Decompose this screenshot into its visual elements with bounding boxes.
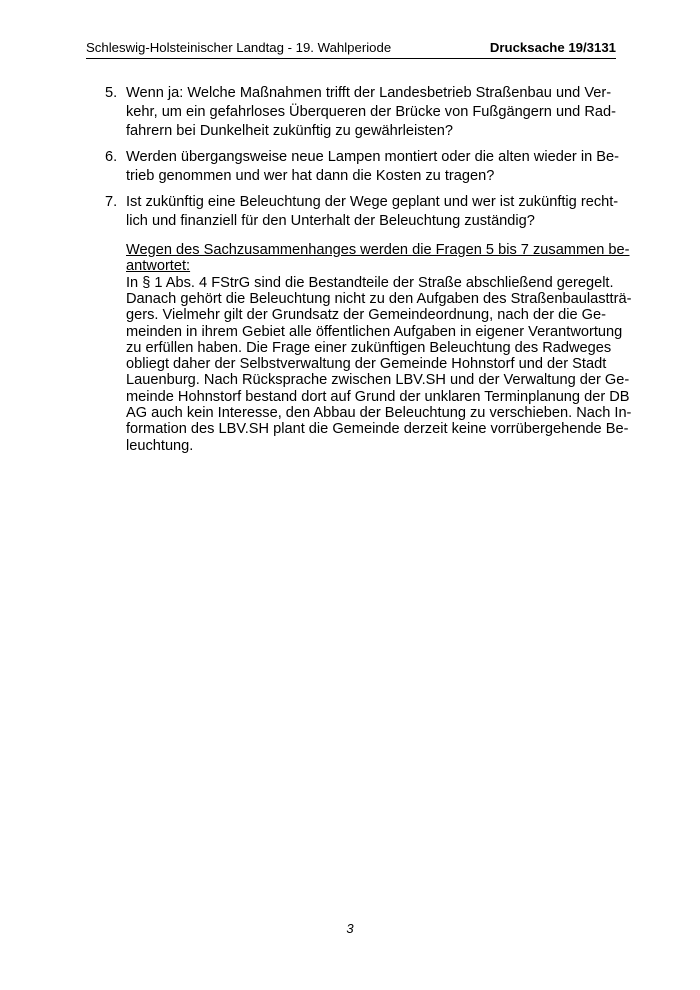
question-line: Werden übergangsweise neue Lampen montiert oder die alten wieder in Be-: [126, 149, 619, 165]
answer-line: obliegt daher der Selbstverwaltung der Gemeinde Hohnstorf und der Stadt: [126, 356, 607, 373]
answer-line: meinde Hohnstorf bestand dort auf Grund der unklaren Terminplanung der DB: [126, 388, 630, 405]
question-line: lich und finanziell für den Unterhalt der Beleuchtung zuständig?: [126, 213, 535, 229]
answer-line: In § 1 Abs. 4 FStrG sind die Bestandteile der Straße abschließend geregelt.: [126, 274, 614, 291]
header-parliament-title: Schleswig-Holsteinischer Landtag - 19. Wahlperiode: [86, 40, 392, 55]
answer-line: Danach gehört die Beleuchtung nicht zu den Aufgaben des Straßenbaulastträ-: [126, 290, 632, 307]
header-document-number: Drucksache 19/3131: [489, 40, 616, 55]
question-number: 5.: [105, 85, 118, 101]
question-number: 6.: [105, 149, 118, 165]
question-line: Ist zukünftig eine Beleuchtung der Wege geplant und wer ist zukünftig recht-: [126, 194, 619, 210]
answer-line: formation des LBV.SH plant die Gemeinde derzeit keine vorrübergehende Be-: [126, 421, 629, 438]
answer-line: AG auch kein Interesse, den Abbau der Beleuchtung zu verschieben. Nach In-: [126, 405, 632, 421]
question-number: 7.: [105, 194, 118, 210]
answer-line: zu erfüllen haben. Die Frage einer zukünftigen Beleuchtung des Radweges: [126, 339, 612, 356]
question-line: fahrern bei Dunkelheit zukünftig zu gewährleisten?: [126, 123, 453, 139]
question-line: trieb genommen und wer hat dann die Kosten zu tragen?: [126, 168, 495, 184]
question-line: kehr, um ein gefahrloses Überqueren der Brücke von Fußgängern und Rad-: [126, 104, 616, 120]
answer-line: meinden in ihrem Gebiet alle öffentlichen Aufgaben in eigener Verantwortung: [126, 323, 623, 340]
page-number: 3: [346, 921, 354, 936]
answer-line: gers. Vielmehr gilt der Grundsatz der Gemeindeordnung, nach der die Ge-: [126, 307, 606, 324]
answer-line: leuchtung.: [126, 437, 194, 454]
answer-heading: antwortet:: [126, 258, 191, 275]
page-header: [86, 40, 616, 59]
answer-line: Lauenburg. Nach Rücksprache zwischen LBV.SH und der Verwaltung der Ge-: [126, 372, 630, 389]
question-line: Wenn ja: Welche Maßnahmen trifft der Landesbetrieb Straßenbau und Ver-: [126, 85, 612, 101]
answer-heading: Wegen des Sachzusammenhanges werden die Fragen 5 bis 7 zusammen be-: [126, 242, 630, 258]
